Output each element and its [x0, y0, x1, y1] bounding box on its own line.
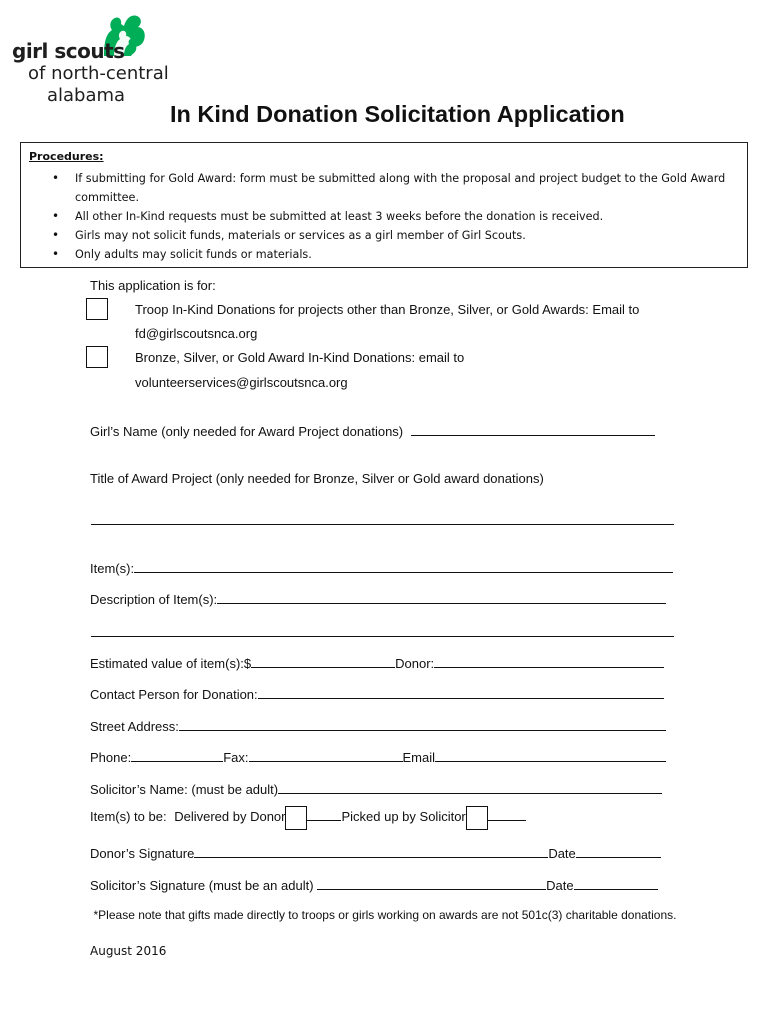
delivered-label: Delivered by Donor: [174, 809, 286, 824]
troop-donation-email: fd@girlscoutsnca.org: [135, 326, 258, 341]
items-label: Item(s):: [90, 561, 135, 576]
award-donation-email: volunteerservices@girlscoutsnca.org: [135, 375, 348, 390]
phone-line[interactable]: [131, 749, 223, 762]
troop-donation-checkbox[interactable]: [86, 298, 108, 320]
fax-label: Fax:: [223, 750, 249, 765]
donor-signature-row: [90, 845, 661, 861]
solicitor-name-label: Solicitor’s Name: (must be adult): [90, 782, 279, 797]
girls-name-label: Girl’s Name (only needed for Award Project donations): [90, 424, 404, 439]
solicitor-signature-row: [90, 877, 658, 893]
procedure-item: • All other In-Kind requests must be submitted at least 3 weeks before the donation is received.: [29, 207, 737, 226]
solicitor-date-line[interactable]: [574, 877, 658, 890]
delivery-row: [90, 803, 526, 831]
contact-row: [90, 686, 664, 702]
procedures-list: [29, 169, 737, 264]
delivered-checkbox[interactable]: [285, 806, 307, 830]
email-label: Email: [402, 750, 436, 765]
solicitor-name-line[interactable]: [278, 781, 662, 794]
award-title-line[interactable]: [91, 524, 674, 525]
street-row: [90, 718, 666, 734]
value-donor-row: [90, 655, 664, 671]
items-row: [90, 560, 673, 576]
phone-label: Phone:: [90, 750, 132, 765]
contact-label: Contact Person for Donation:: [90, 687, 258, 702]
procedures-heading: Procedures:: [29, 150, 104, 163]
fax-line[interactable]: [249, 749, 403, 762]
items-to-be-label: Item(s) to be:: [90, 809, 167, 824]
logo-line-2: of north-central: [28, 63, 169, 84]
donor-signature-line[interactable]: [194, 845, 548, 858]
description-row: [90, 591, 666, 607]
procedure-item: • Girls may not solicit funds, materials or services as a girl member of Girl Scouts.: [29, 226, 737, 245]
award-title-label: Title of Award Project (only needed for Bronze, Silver or Gold award donations): [90, 471, 544, 486]
email-line[interactable]: [435, 749, 666, 762]
description-line[interactable]: [217, 591, 666, 604]
items-line[interactable]: [134, 560, 673, 573]
revision-date: August 2016: [90, 944, 167, 958]
logo-line-3: alabama: [47, 85, 126, 106]
solicitor-date-label: Date: [546, 878, 574, 893]
tax-note: *Please note that gifts made directly to troops or girls working on awards are not 501c(3) charitable donations.: [93, 908, 677, 922]
donor-line[interactable]: [434, 655, 664, 668]
solicitor-signature-label: Solicitor’s Signature (must be an adult): [90, 878, 314, 893]
page-title: In Kind Donation Solicitation Application: [170, 101, 625, 127]
donor-signature-label: Donor’s Signature: [90, 846, 195, 861]
girls-name-row: [90, 423, 655, 439]
estimated-value-label: Estimated value of item(s):$: [90, 656, 252, 671]
award-donation-option-text: Bronze, Silver, or Gold Award In-Kind Donations: email to: [135, 350, 465, 365]
phone-fax-email-row: [90, 749, 666, 765]
street-label: Street Address:: [90, 719, 179, 734]
donor-date-line[interactable]: [576, 845, 661, 858]
delivered-line: [307, 803, 341, 821]
picked-up-line: [488, 803, 526, 821]
contact-line[interactable]: [258, 686, 664, 699]
solicitor-name-row: [90, 781, 662, 797]
picked-up-checkbox[interactable]: [466, 806, 488, 830]
logo: [12, 10, 182, 106]
logo-line-1: girl scouts: [12, 39, 125, 63]
girls-name-line[interactable]: [411, 423, 655, 436]
description-line-2[interactable]: [91, 636, 674, 637]
award-donation-checkbox[interactable]: [86, 346, 108, 368]
troop-donation-option-text: Troop In-Kind Donations for projects other than Bronze, Silver, or Gold Awards: Email to: [135, 302, 640, 317]
solicitor-signature-line[interactable]: [317, 877, 546, 890]
procedure-item: • If submitting for Gold Award: form must be submitted along with the proposal and project budget to the Gold Award committee.: [29, 169, 737, 207]
donor-label: Donor:: [395, 656, 435, 671]
description-label: Description of Item(s):: [90, 592, 218, 607]
procedure-item: • Only adults may solicit funds or materials.: [29, 245, 737, 264]
donor-date-label: Date: [548, 846, 576, 861]
procedures-box: [20, 142, 748, 268]
estimated-value-line[interactable]: [251, 655, 395, 668]
application-for-label: This application is for:: [90, 278, 216, 293]
street-line[interactable]: [179, 718, 666, 731]
picked-up-label: Picked up by Solicitor: [341, 809, 466, 824]
